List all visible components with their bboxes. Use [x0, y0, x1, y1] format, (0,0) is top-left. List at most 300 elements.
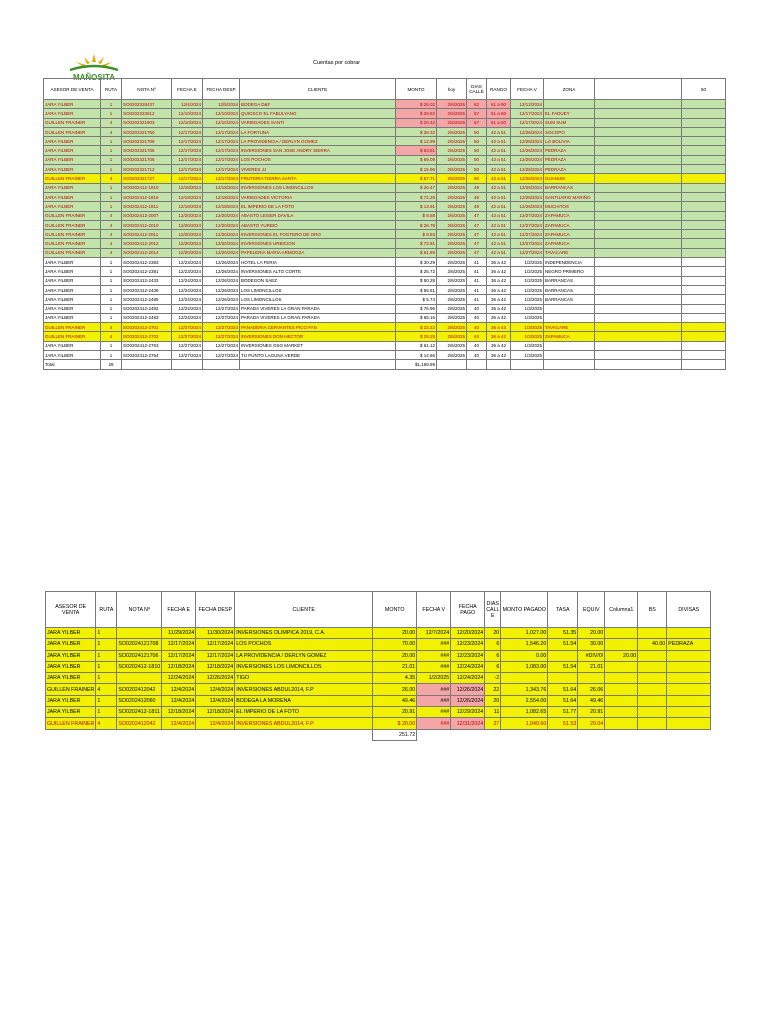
- table-cell: SO0202412-2011: [122, 230, 172, 239]
- table-cell: JARA YILBER: [44, 100, 101, 109]
- table-cell: 40: [467, 341, 487, 350]
- table-cell: 12/17/2024: [203, 127, 240, 136]
- table-cell: [638, 661, 667, 672]
- table-row: [44, 295, 726, 304]
- table-cell: [682, 192, 726, 201]
- table-cell: [595, 295, 682, 304]
- column-header: FECHA E: [162, 592, 196, 628]
- table-cell: SO0202412042: [117, 684, 162, 695]
- table-cell: SO0202412-2383: [122, 258, 172, 267]
- table-cell: 36 a 42: [487, 313, 511, 322]
- table-cell: 1,343.76: [501, 684, 548, 695]
- table-cell: GUILLEN FRAINER: [46, 718, 96, 729]
- table-cell: 1/2/2025: [511, 276, 544, 285]
- table-cell: 12/27/2024: [172, 332, 203, 341]
- table-cell: 4: [101, 174, 122, 183]
- table-row: [46, 673, 711, 684]
- table-cell: ###: [417, 650, 451, 661]
- table-cell: 12/27/2024: [511, 211, 544, 220]
- column-header: NOTA Nº: [117, 592, 162, 628]
- table-cell: [667, 628, 711, 639]
- column-header: CLIENTE: [240, 79, 396, 100]
- table-cell: 47: [467, 248, 487, 257]
- column-header: CLIENTE: [235, 592, 373, 628]
- table-cell: 1: [101, 192, 122, 201]
- table-cell: $ 26.02: [396, 100, 437, 109]
- table-cell: GUILLEN FRAINER: [44, 323, 101, 332]
- table-cell: 2/6/2025: [437, 109, 467, 118]
- table-cell: 2/6/2025: [437, 285, 467, 294]
- table-cell: 12/24/2024: [162, 673, 196, 684]
- table-row: [44, 202, 726, 211]
- table-cell: 1: [101, 100, 122, 109]
- table-cell: [682, 183, 726, 192]
- table-cell: [638, 718, 667, 729]
- table-cell: [595, 202, 682, 211]
- table-cell: ZAPAMUCA: [544, 230, 595, 239]
- table-cell: SO02024121706: [117, 650, 162, 661]
- table-cell: 47: [467, 211, 487, 220]
- column-header: FECHA V: [511, 79, 544, 100]
- table-cell: 1: [101, 155, 122, 164]
- table-cell: 12/26/2024: [203, 276, 240, 285]
- column-header: MONTO: [373, 592, 417, 628]
- column-header: [595, 79, 682, 100]
- table-cell: 12/31/2024: [451, 718, 485, 729]
- table-cell: [487, 360, 511, 369]
- column-header: BS: [638, 592, 667, 628]
- table-cell: 36 a 42: [487, 341, 511, 350]
- table-row: [44, 192, 726, 201]
- table-cell: JARA YILBER: [46, 639, 96, 650]
- table-cell: JARA YILBER: [44, 285, 101, 294]
- table-cell: [682, 295, 726, 304]
- table-cell: QUIOSCO EL FABULYANO: [240, 109, 396, 118]
- table-cell: $ 20.82: [396, 109, 437, 118]
- table-cell: 12/27/2024: [511, 248, 544, 257]
- table-cell: $ 61.12: [396, 341, 437, 350]
- table-cell: 47: [467, 230, 487, 239]
- column-header: ASESOR DE VENTA: [46, 592, 96, 628]
- table-cell: PARADA VIVERES LA GRAN PARADA: [240, 313, 396, 322]
- table-row: [46, 639, 711, 650]
- table-cell: [638, 684, 667, 695]
- table-cell: JARA YILBER: [44, 267, 101, 276]
- table-cell: $ 25.72: [396, 267, 437, 276]
- table-cell: 2/6/2025: [437, 313, 467, 322]
- table-cell: [667, 684, 711, 695]
- table-row: [44, 351, 726, 360]
- table-cell: SO0202412060: [117, 695, 162, 706]
- table-cell: JARA YILBER: [44, 146, 101, 155]
- table-cell: 50: [467, 174, 487, 183]
- table-cell: INVERSIONES OSO MARKET: [240, 341, 396, 350]
- table-cell: 12/17/2024: [172, 127, 203, 136]
- table-row: [44, 341, 726, 350]
- table-row: [46, 661, 711, 672]
- column-header: FECHA E: [172, 79, 203, 100]
- table-cell: [96, 729, 117, 740]
- table-cell: 36 a 42: [487, 351, 511, 360]
- table-cell: SO0202321712: [122, 165, 172, 174]
- table-cell: 1: [101, 341, 122, 350]
- table-cell: 42 a 51: [487, 127, 511, 136]
- table-cell: [451, 729, 485, 740]
- table-cell: 36 a 42: [487, 332, 511, 341]
- table-cell: 12/26/2024: [203, 285, 240, 294]
- table-cell: 4: [101, 220, 122, 229]
- table-cell: [544, 304, 595, 313]
- table-cell: 12/4/2024: [196, 718, 235, 729]
- table-cell: 42 a 51: [487, 155, 511, 164]
- table-cell: 42 a 51: [487, 192, 511, 201]
- table-cell: INVERSIONES LOS LIMONCILLOS: [240, 183, 396, 192]
- table-cell: 40: [467, 332, 487, 341]
- table-cell: 12/27/2024: [203, 351, 240, 360]
- table-cell: PEDRAZA: [544, 155, 595, 164]
- table-cell: JARA YILBER: [44, 351, 101, 360]
- table-cell: PEDRAZA: [667, 639, 711, 650]
- accounts-receivable-table: [43, 78, 726, 370]
- table-cell: 12/24/2024: [172, 285, 203, 294]
- table-row: [44, 118, 726, 127]
- table-cell: $ 13.91: [396, 202, 437, 211]
- table-cell: 12/24/2024: [451, 661, 485, 672]
- table-cell: 51.64: [548, 695, 578, 706]
- table-cell: GUILLEN FRAINER: [44, 211, 101, 220]
- column-header: MONTO: [396, 79, 437, 100]
- table-cell: SO0202412-1810: [122, 183, 172, 192]
- table-cell: 20: [485, 628, 501, 639]
- table-cell: [595, 127, 682, 136]
- table-cell: 12/18/2024: [172, 183, 203, 192]
- table-cell: 42 a 51: [487, 165, 511, 174]
- table-cell: 12/18/2024: [162, 661, 196, 672]
- table-cell: INDEPENDENCIA: [544, 258, 595, 267]
- column-header: Columna1: [605, 592, 638, 628]
- table-cell: INVERSIONES DON HECTOR: [240, 332, 396, 341]
- table-cell: 61 a 60: [487, 118, 511, 127]
- table-cell: [682, 285, 726, 294]
- table-cell: PANADERIA CERVANTES PICO FAN: [240, 323, 396, 332]
- table-cell: 1: [101, 183, 122, 192]
- table-cell: 1,040.60: [501, 718, 548, 729]
- table-cell: JARA YILBER: [46, 673, 96, 684]
- table-cell: 2/6/2025: [437, 211, 467, 220]
- table-cell: $ 72.81: [396, 239, 437, 248]
- table-cell: [595, 165, 682, 174]
- table-cell: 42 a 51: [487, 239, 511, 248]
- table-cell: 21.01: [578, 661, 605, 672]
- table-cell: 40: [467, 313, 487, 322]
- table-cell: [682, 118, 726, 127]
- table-cell: 12/17/2024: [172, 165, 203, 174]
- table-cell: 1: [96, 628, 117, 639]
- table-cell: SO0202412-1811: [117, 707, 162, 718]
- table-cell: 12/10/2024: [203, 118, 240, 127]
- table-row: [46, 695, 711, 706]
- table-cell: BODEGON SAEZ: [240, 276, 396, 285]
- table-cell: 12/20/2024: [203, 230, 240, 239]
- table-cell: 12/4/2024: [172, 100, 203, 109]
- table-cell: $ 39.32: [396, 127, 437, 136]
- table-cell: 1/3/2025: [511, 313, 544, 322]
- table-cell: 61 a 90: [487, 100, 511, 109]
- table-cell: 12/17/2024: [196, 650, 235, 661]
- column-header: FECHA DESP: [196, 592, 235, 628]
- table-cell: 12/24/2024: [172, 313, 203, 322]
- table-cell: [682, 276, 726, 285]
- table-cell: 20.04: [578, 718, 605, 729]
- table-cell: 12/26/2024: [451, 695, 485, 706]
- table-cell: 12/17/2024: [511, 109, 544, 118]
- table-cell: 12/17/2024: [162, 639, 196, 650]
- table-cell: INVERSIONES EL FOGTERO DE ORO: [240, 230, 396, 239]
- table-cell: [682, 146, 726, 155]
- table-cell: 12/4/2024: [162, 718, 196, 729]
- table-cell: JARA YILBER: [44, 155, 101, 164]
- table-cell: 1,083.00: [501, 661, 548, 672]
- table-cell: SO0202412-2763: [122, 341, 172, 350]
- table-cell: [501, 673, 548, 684]
- table-cell: [667, 718, 711, 729]
- table-cell: 12/20/2024: [172, 230, 203, 239]
- table-cell: INVERSIONES SAN JOSE ANDRY SIERRA: [240, 146, 396, 155]
- table-cell: [595, 100, 682, 109]
- table-cell: 1: [101, 276, 122, 285]
- table-cell: [605, 707, 638, 718]
- table-row: [46, 628, 711, 639]
- table-row: [44, 332, 726, 341]
- table-cell: 12/18/2024: [162, 707, 196, 718]
- table-cell: 20.00: [605, 650, 638, 661]
- table-cell: 1: [101, 109, 122, 118]
- table-cell: SO0202412-2007: [122, 211, 172, 220]
- table-cell: [682, 248, 726, 257]
- table-cell: 2/6/2025: [437, 174, 467, 183]
- table-cell: 21.01: [373, 661, 417, 672]
- table-cell: 12/20/2024: [203, 248, 240, 257]
- table-cell: [682, 332, 726, 341]
- table-cell: [595, 118, 682, 127]
- table-cell: [605, 639, 638, 650]
- table-cell: 4: [101, 248, 122, 257]
- table-cell: 6: [485, 639, 501, 650]
- table-cell: [595, 332, 682, 341]
- table-cell: 12/18/2024: [203, 183, 240, 192]
- table-cell: 51.54: [548, 639, 578, 650]
- table-cell: 12/10/2024: [203, 109, 240, 118]
- table-cell: [117, 628, 162, 639]
- table-cell: 1/2/2025: [511, 258, 544, 267]
- table-cell: [595, 146, 682, 155]
- table-cell: 26.06: [578, 684, 605, 695]
- table-cell: [682, 211, 726, 220]
- column-header: RUTA: [96, 592, 117, 628]
- table-cell: $ 5.74: [396, 295, 437, 304]
- table-cell: 12/27/2024: [511, 220, 544, 229]
- table-cell: [605, 718, 638, 729]
- table-cell: LOS LIMONCILLOS: [240, 295, 396, 304]
- table-cell: 1: [101, 202, 122, 211]
- table-row: [44, 323, 726, 332]
- table-cell: 12/4/2024: [162, 684, 196, 695]
- table-row: [46, 650, 711, 661]
- table-cell: GUILLEN FRAINER: [44, 248, 101, 257]
- table-cell: 47: [467, 239, 487, 248]
- table-cell: INVERSIONES ABDUL2014, F.P: [235, 684, 373, 695]
- table-cell: 1: [96, 650, 117, 661]
- table-row: [44, 137, 726, 146]
- table-cell: 6: [485, 650, 501, 661]
- column-header: DIAS CALLE: [467, 79, 487, 100]
- column-header: FECHA DESP: [203, 79, 240, 100]
- table-cell: LOS LIMONCILLOS: [240, 285, 396, 294]
- table-cell: ZAPAMUCA: [544, 211, 595, 220]
- table-cell: LA PROVIDENCIA / DERLYN GOMEZ: [235, 650, 373, 661]
- table-cell: [162, 729, 196, 740]
- table-cell: SO0202412-2010: [122, 220, 172, 229]
- table-cell: [117, 729, 162, 740]
- table-cell: JARA YILBER: [46, 628, 96, 639]
- table-cell: 12/24/2024: [172, 304, 203, 313]
- table-cell: 62: [467, 100, 487, 109]
- table-cell: JARA YILBER: [44, 304, 101, 313]
- table-cell: [544, 313, 595, 322]
- table-row: [44, 165, 726, 174]
- table-cell: 2/6/2025: [437, 165, 467, 174]
- table-cell: BODEGA D&F: [240, 100, 396, 109]
- table-cell: 12/27/2024: [203, 341, 240, 350]
- table-cell: [595, 323, 682, 332]
- table-cell: GUILLEN FRAINER: [44, 230, 101, 239]
- table-cell: 12/27/2024: [172, 341, 203, 350]
- table-cell: SO0202321706: [122, 155, 172, 164]
- table-cell: 12/10/2024: [172, 118, 203, 127]
- table-cell: $ 50.28: [396, 276, 437, 285]
- table-cell: 12/26/2024: [511, 146, 544, 155]
- table-row: [46, 684, 711, 695]
- table-cell: 12/29/2024: [451, 707, 485, 718]
- column-header: FECHA PAGO: [451, 592, 485, 628]
- table-cell: 2/6/2025: [437, 258, 467, 267]
- table-cell: 12/23/2024: [451, 639, 485, 650]
- table-cell: 20: [485, 695, 501, 706]
- table-cell: [595, 183, 682, 192]
- table-cell: LO BOLIVIA: [544, 137, 595, 146]
- table-cell: 2/6/2025: [437, 118, 467, 127]
- table-cell: 12/27/2024: [172, 323, 203, 332]
- table-cell: 12/17/2024: [172, 137, 203, 146]
- table-cell: [667, 707, 711, 718]
- table-cell: 50: [467, 146, 487, 155]
- table-cell: 12/27/2024: [511, 230, 544, 239]
- table-cell: JARA YILBER: [46, 707, 96, 718]
- table-cell: 2/6/2025: [437, 332, 467, 341]
- table-cell: JARA YILBER: [44, 295, 101, 304]
- table-cell: [122, 360, 172, 369]
- table-cell: PEDRAZA: [544, 146, 595, 155]
- table-cell: SO0202321760: [122, 127, 172, 136]
- table-cell: SO0202323612: [122, 109, 172, 118]
- table-cell: 11/30/2024: [196, 628, 235, 639]
- table-cell: 12/26/2024: [203, 295, 240, 304]
- table-cell: 12/27/2024: [203, 323, 240, 332]
- table-cell: 40: [467, 323, 487, 332]
- table-cell: 2/6/2025: [437, 276, 467, 285]
- column-header: ASESOR DE VENTA: [44, 79, 101, 100]
- total-row: [46, 729, 711, 740]
- table-cell: 11: [485, 707, 501, 718]
- table-cell: 42 a 51: [487, 174, 511, 183]
- table-cell: [501, 729, 548, 740]
- table-cell: [595, 137, 682, 146]
- table-cell: ###: [417, 707, 451, 718]
- table-cell: 4: [101, 118, 122, 127]
- table-cell: [595, 174, 682, 183]
- table-cell: 12/23/2024: [172, 258, 203, 267]
- table-cell: 12/27/2024: [203, 313, 240, 322]
- table-cell: [595, 341, 682, 350]
- table-cell: [638, 628, 667, 639]
- table-cell: 12/17/2024: [172, 155, 203, 164]
- table-cell: 70.00: [373, 639, 417, 650]
- table-cell: [605, 673, 638, 684]
- table-cell: $ 22.22: [396, 323, 437, 332]
- table-cell: 2/6/2025: [437, 146, 467, 155]
- table-cell: 12/20/2024: [451, 628, 485, 639]
- bottom-table-header-row: [46, 592, 711, 628]
- table-cell: 2/6/2025: [437, 351, 467, 360]
- table-cell: 41: [467, 276, 487, 285]
- payments-table: [45, 591, 711, 741]
- table-cell: $ 15.96: [396, 165, 437, 174]
- table-row: [44, 313, 726, 322]
- table-cell: 36 a 42: [487, 258, 511, 267]
- table-cell: 41: [467, 285, 487, 294]
- table-row: [44, 100, 726, 109]
- table-row: [44, 174, 726, 183]
- table-cell: 2/6/2025: [437, 137, 467, 146]
- table-row: [44, 285, 726, 294]
- table-cell: 50: [467, 137, 487, 146]
- table-cell: SO0202321727: [122, 174, 172, 183]
- table-cell: 12/17/2024: [172, 174, 203, 183]
- table-cell: JARA YILBER: [44, 202, 101, 211]
- table-cell: [548, 729, 578, 740]
- table-cell: JARA YILBER: [44, 258, 101, 267]
- table-cell: ABASTO LEISER DAVILA: [240, 211, 396, 220]
- table-cell: $ 69.09: [396, 155, 437, 164]
- table-cell: 12/26/2024: [511, 165, 544, 174]
- table-cell: 20.00: [373, 650, 417, 661]
- table-cell: SO0202328437: [122, 100, 172, 109]
- table-cell: 2/6/2025: [437, 323, 467, 332]
- column-header: NOTA Nº: [122, 79, 172, 100]
- table-cell: 2/6/2025: [437, 220, 467, 229]
- table-cell: ZAPAMUCA: [544, 239, 595, 248]
- table-cell: [595, 239, 682, 248]
- table-cell: TAVACARE: [544, 323, 595, 332]
- table-cell: [578, 673, 605, 684]
- table-cell: 12/20/2024: [203, 239, 240, 248]
- table-cell: 57: [467, 109, 487, 118]
- table-cell: 42 a 51: [487, 202, 511, 211]
- table-cell: SO0202412-2702: [122, 332, 172, 341]
- table-cell: 12/24/2024: [172, 276, 203, 285]
- table-cell: SO0202412-2482: [122, 304, 172, 313]
- table-cell: 36 a 42: [487, 295, 511, 304]
